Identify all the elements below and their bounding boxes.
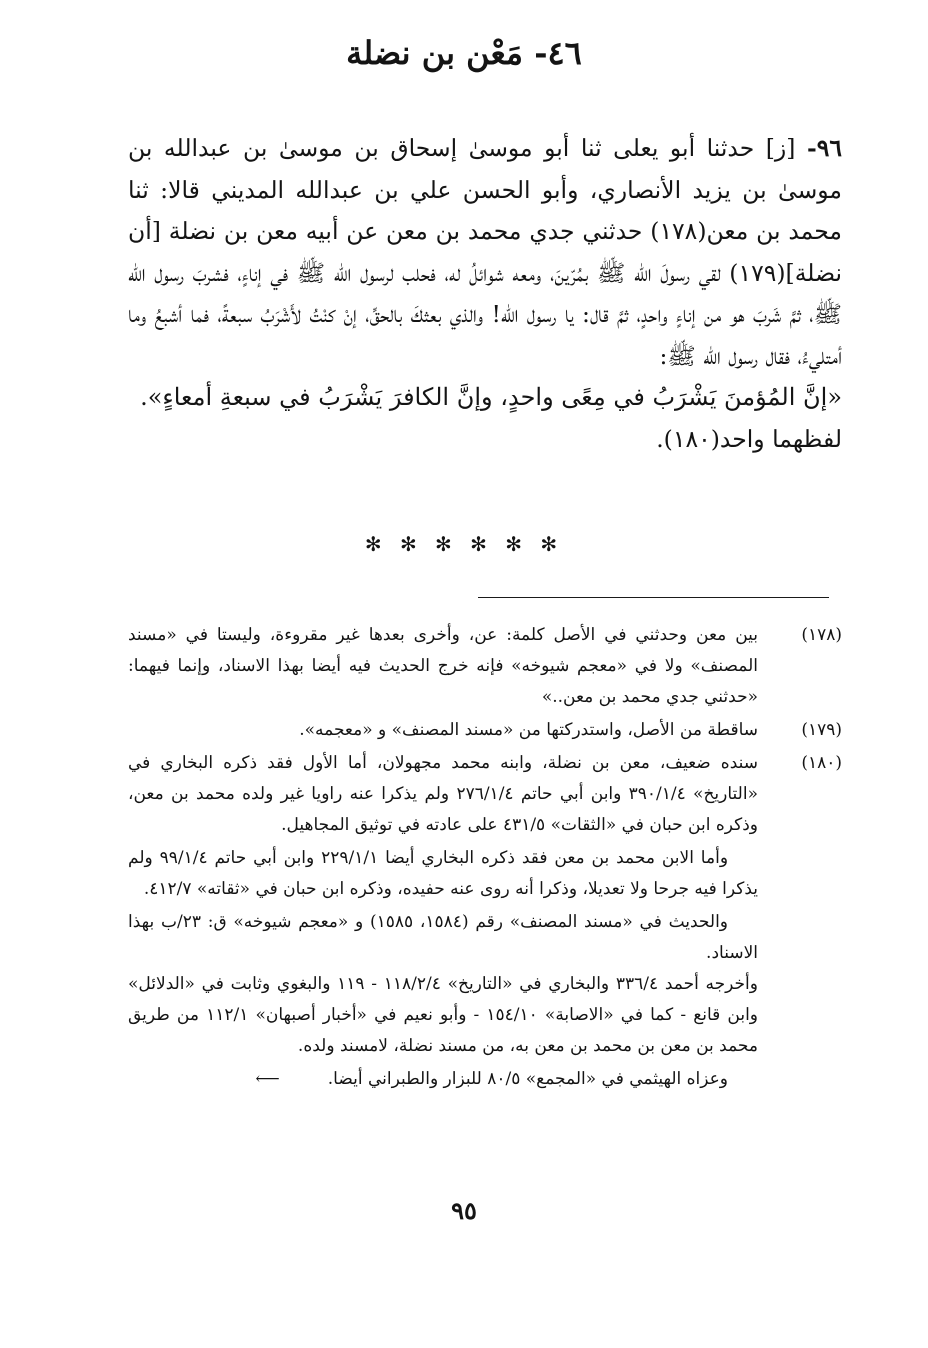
footnote-179 [128,715,842,746]
footnote-180 [128,748,842,1095]
footnote-number: (١٧٨) [801,625,842,645]
hadith-closing: لفظهما واحد(١٨٠). [656,424,842,453]
continuation-arrow-icon: ⟵ [255,1069,280,1089]
footnote-separator-line [478,597,829,598]
footnote-number: (١٧٩) [801,720,842,740]
hadith-paragraph [128,128,842,377]
footnote-text: وأخرجه أحمد ٣٣٦/٤ والبخاري في «التاريخ» ١١٨/٢/٤ - ١١٩ والبغوي وثابت في «الدلائل» وابن قانع - كما في «الاصابة» ١٥٤/١٠ - وأبو نعيم في «أخبار أصبهان» ١١٢/١ من طريق محمد بن معن بن محمد بن معن به، من مسند نضلة، لامسند ولده. [128,974,759,1056]
hadith-number: ٩٦- [806,134,842,162]
footnote-last-line [128,1064,758,1095]
footnote-178 [128,620,842,713]
hadith-quote: «إنَّ المُؤمنَ يَشْرَبُ في مِعًى واحدٍ، وإنَّ الكافرَ يَشْرَبُ في سبعةِ أمعاءٍ». [140,383,842,411]
footnote-text: سنده ضعيف، معن بن نضلة، وابنه محمد مجهولان، أما الأول فقد ذكره البخاري في «التاريخ» ٣٩٠/١/٤ وابن أبي حاتم ٢٧٦/١/٤ ولم يذكرا عنه راويا غير ولده محمد بن معن، وذكره ابن حبان في «الثقات» ٤٣١/٥ على عادته في توثيق المجاهيل. [128,753,758,835]
page-number: ٩٥ [451,1196,477,1225]
section-separator-stars: ✻ ✻ ✻ ✻ ✻ ✻ [364,532,564,556]
footnotes [128,620,842,1095]
footnote-text: ساقطة من الأصل، واستدركتها من «مسند المصنف» و «معجمه». [299,720,758,740]
footnote-text: والحديث في «مسند المصنف» رقم (١٥٨٤، ١٥٨٥) و «معجم شيوخه» ق: ٢٣/ب بهذا الاسناد. [128,912,758,963]
hadith-body [128,128,842,460]
footnote-text: وعزاه الهيثمي في «المجمع» ٨٠/٥ للبزار والطبراني أيضا. [327,1069,728,1089]
hadith-text: [ز] حدثنا أبو يعلى ثنا أبو موسىٰ إسحاق بن موسىٰ بن عبدالله بن موسىٰ بن يزيد الأنصاري، وأبو الحسن علي بن عبدالله المديني قالا: ثنا محمد بن معن(١٧٨) حدثني جدي محمد بن معن عن أبيه معن بن نضلة [أن نضلة](١٧٩) لقي رسولَ الله ﷺ بمُرّينَ، ومعه شوائلُ له، فحلب لرسول الله ﷺ في إناءٍ، فشربَ رسول الله ﷺ، ثمَّ شَربَ هو من إناءٍ واحدٍ، ثمَّ قال: يا رسول الله! والذي بعثكَ بالحقِّ، إنْ كنْتُ لأَشْرَبُ سبعةً، فما أشبعُ وما أمتليءُ، فقال رسول الله ﷺ: [128,134,843,370]
chapter-title: ٤٦- مَعْن بن نضلة [346,34,582,72]
footnote-number: (١٨٠) [801,753,842,773]
footnote-text: وأما الابن محمد بن معن فقد ذكره البخاري أيضا ٢٢٩/١/١ وابن أبي حاتم ٩٩/١/٤ ولم يذكرا فيه جرحا ولا تعديلا، وذكرا أنه روى عنه حفيده، وذكره ابن حبان في «ثقاته» ٤١٢/٧. [128,848,758,899]
footnote-text: بين معن وحدثني في الأصل كلمة: عن، وأخرى بعدها غير مقروءة، وليستا في «مسند المصنف» ولا في «معجم شيوخه» فإنه خرج الحديث فيه أيضا بهذا الاسناد، وإنما فيهما: «حدثني جدي محمد بن معن..» [128,625,758,707]
